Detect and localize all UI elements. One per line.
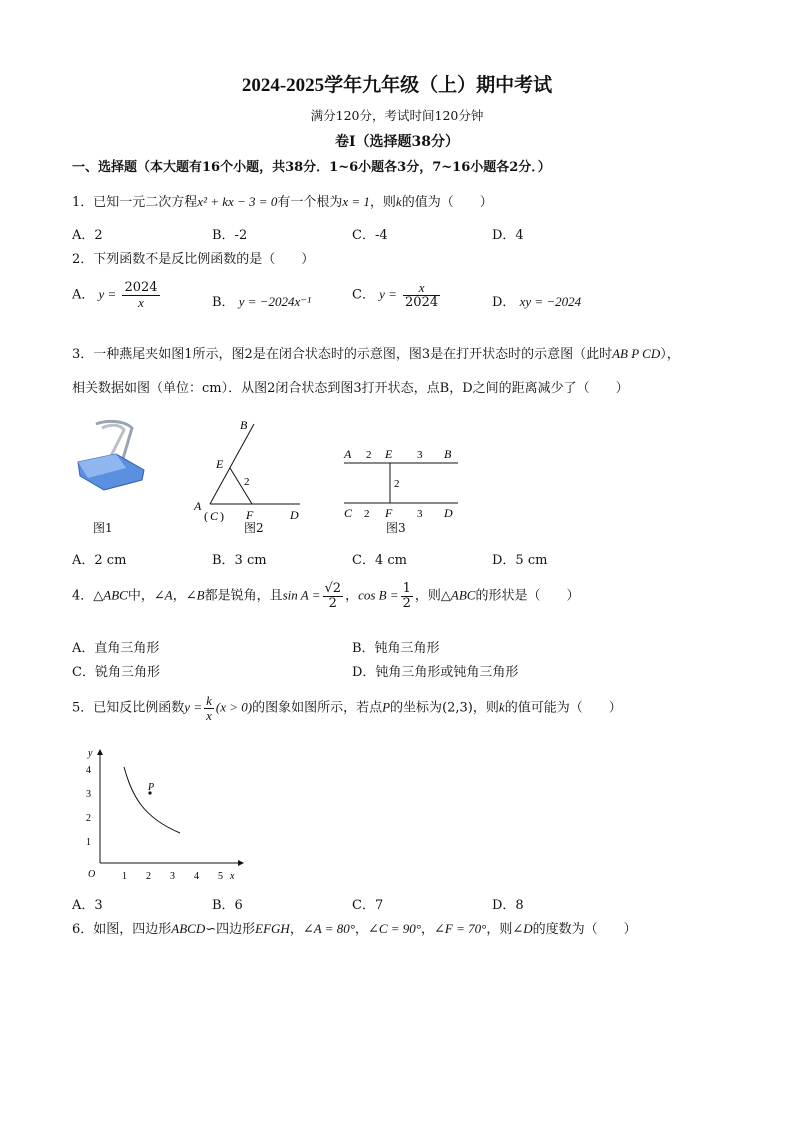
fig3-label-e: E [385, 447, 393, 461]
fig3-caption: 图3 [386, 521, 406, 535]
q2-a-numerator: 2024 [124, 280, 158, 295]
fig3-label-bot-left: 2 [364, 508, 370, 520]
fig3-label-f: F [385, 506, 393, 520]
q5-condition: (x > 0) [215, 699, 253, 715]
q1-equation: x² + kx − 3 = 0 [197, 194, 278, 209]
q4-cos: cos B = [358, 587, 399, 603]
q4-cos-denominator: 2 [402, 595, 411, 611]
q4-t1: 中， [127, 588, 154, 604]
q1-post: ，则 [369, 195, 396, 210]
q4-option-b: B．钝角三角形 [352, 641, 440, 656]
q4-sin: sin A = [282, 587, 321, 603]
fig2-label-f: F [246, 508, 254, 522]
fig2-paren-left: ( [204, 509, 208, 522]
q4-t4: ， [345, 588, 359, 604]
q5-origin: O [88, 869, 96, 880]
q2-num: 2． [72, 252, 94, 267]
fig3-label-top-left: 2 [366, 449, 372, 461]
q5-y-arrow [97, 749, 103, 755]
fig2-label-b: B [240, 418, 248, 432]
q2-c-denominator: 2024 [405, 294, 439, 310]
q6-t3: ， [420, 922, 434, 937]
q6-angle-d: ∠D [512, 921, 533, 936]
question-2 [72, 248, 314, 267]
q2-c-numerator: x [403, 281, 440, 296]
fig1-caption: 图1 [93, 521, 113, 535]
q2-c-fraction [403, 281, 440, 309]
q4-sin-numerator: √2 [324, 581, 342, 596]
q3-option-d: D．5 cm [492, 553, 548, 568]
question-6 [72, 918, 637, 937]
q5-x-tick-1: 1 [122, 871, 127, 882]
q5-y-tick-4: 4 [86, 765, 91, 776]
q4-cos-numerator: 1 [402, 581, 411, 596]
q6-angle-a: ∠A = 80° [302, 921, 355, 936]
q5-numerator: k [206, 693, 212, 708]
q2-a-denominator: x [138, 294, 144, 310]
q3-line1-text: 3．一种燕尾夹如图1所示，图2是在闭合状态时的示意图，图3是在打开状态时的示意图（此时 [72, 347, 613, 362]
q5-option-c: C．7 [352, 898, 384, 913]
q2-option-b [212, 291, 311, 310]
exam-subtitle: 满分120分，考试时间120分钟 [310, 108, 484, 123]
q5-point-p-label: P [148, 782, 155, 793]
question-5 [72, 694, 622, 722]
q6-quad-1: ABCD∽ [171, 921, 217, 936]
q2-option-c [352, 281, 442, 309]
q5-lhs: y = [184, 699, 203, 715]
q5-coord: (2,3) [442, 700, 473, 716]
q5-hyperbola-curve [124, 767, 180, 833]
question-4 [72, 582, 580, 610]
q5-x-tick-2: 2 [146, 871, 151, 882]
q1-option-b: B．-2 [212, 228, 248, 243]
q1-k: k [395, 194, 402, 209]
fig2-caption: 图2 [244, 521, 264, 535]
q4-option-a: A．直角三角形 [72, 641, 160, 656]
q2-d-label: D． [492, 295, 516, 310]
q1-root: x = 1 [342, 194, 370, 209]
q3-line1-math: AB P CD [612, 346, 661, 361]
q5-x-arrow [238, 860, 244, 866]
q6-mid: 四边形 [216, 922, 256, 937]
fig2-label-c: C [210, 509, 219, 522]
fig3-label-mid: 2 [394, 478, 400, 490]
q3-option-b: B．3 cm [212, 553, 267, 568]
q5-option-a: A．3 [72, 898, 103, 913]
q5-y-tick-1: 1 [86, 837, 91, 848]
q3-line1-end: ）， [660, 347, 680, 362]
q4-t3: 都是锐角，且 [204, 588, 283, 604]
q5-k: k [498, 699, 505, 715]
q5-y-label: y [88, 748, 93, 759]
fig2-label-len: 2 [244, 476, 250, 488]
q2-b-label: B． [212, 295, 235, 310]
q5-y-tick-2: 2 [86, 813, 91, 824]
q5-graph [80, 745, 250, 885]
q5-x-tick-5: 5 [218, 871, 223, 882]
q6-pre: 如图，四边形 [93, 922, 172, 937]
q4-angle-b: ∠B [185, 587, 205, 603]
q2-d-expr: xy = −2024 [519, 294, 582, 309]
fig3-label-top-right: 3 [417, 449, 423, 461]
q3-option-c: C．4 cm [352, 553, 407, 568]
q4-t5: ，则 [414, 588, 441, 604]
q1-mid: 有一个根为 [277, 195, 343, 210]
fig3-label-b: B [444, 447, 452, 461]
q1-pre: 已知一元二次方程 [93, 195, 198, 210]
q5-mid: 的图象如图所示，若点 [252, 700, 383, 716]
fig2-label-a: A [194, 499, 202, 513]
question-1 [72, 191, 493, 210]
fig2-label-e: E [216, 457, 224, 471]
fig3-label-a: A [344, 447, 352, 461]
q6-num: 6． [72, 922, 94, 937]
q2-option-d [492, 291, 581, 310]
q4-option-d: D．钝角三角形或钝角三角形 [352, 665, 519, 680]
q5-y-tick-3: 3 [86, 789, 91, 800]
q5-end: 的值可能为（ ） [504, 700, 622, 716]
q4-t6: 的形状是（ ） [475, 588, 580, 604]
fig3-label-d: D [444, 506, 453, 520]
q5-post: ，则 [472, 700, 499, 716]
q2-a-lhs: y = [98, 286, 117, 302]
q4-triangle-2: △ABC [440, 587, 476, 603]
q4-angle-a: ∠A [153, 587, 173, 603]
binder-clip-figure [72, 418, 152, 498]
q4-num: 4． [72, 588, 94, 604]
fig2-closed-diagram [190, 418, 310, 522]
q5-num: 5． [72, 700, 94, 716]
q6-angle-f: ∠F = 70° [434, 921, 487, 936]
q2-a-fraction [122, 281, 159, 309]
q4-t2: ， [172, 588, 186, 604]
q6-quad-2: EFGH [255, 921, 290, 936]
q5-denominator: x [206, 707, 212, 723]
section-heading: 一、选择题（本大题有16个小题，共38分．1~6小题各3分，7~16小题各2分．） [72, 160, 551, 175]
q1-end: 的值为（ ） [401, 195, 493, 210]
q4-option-c: C．锐角三角形 [72, 665, 160, 680]
q6-t4: ，则 [486, 922, 513, 937]
fig2-paren-right: ) [220, 509, 224, 522]
q2-text: 下列函数不是反比例函数的是（ ） [93, 252, 315, 267]
q6-end: 的度数为（ ） [532, 922, 637, 937]
q5-option-d: D．8 [492, 898, 524, 913]
q4-sin-fraction [323, 582, 344, 610]
q6-angle-c: ∠C = 90° [367, 921, 421, 936]
q2-a-label: A． [72, 287, 95, 303]
fig3-label-bot-right: 3 [417, 508, 423, 520]
q1-option-a: A．2 [72, 228, 103, 243]
q6-t2: ， [354, 922, 368, 937]
q3-option-a: A．2 cm [72, 553, 127, 568]
fig3-label-c: C [344, 506, 353, 520]
q5-pre: 已知反比例函数 [93, 700, 185, 716]
q2-b-expr: y = −2024x⁻¹ [238, 294, 312, 309]
q5-mid2: 的坐标为 [390, 700, 443, 716]
question-3-line1 [72, 343, 680, 362]
question-3-line2: 相关数据如图（单位：cm）．从图2闭合状态到图3打开状态，点B，D之间的距离减少了（ ） [72, 381, 629, 396]
fig2-label-d: D [290, 508, 299, 522]
q2-c-lhs: y = [379, 286, 397, 302]
exam-title: 2024-2025学年九年级（上）期中考试 [241, 75, 553, 96]
q5-point: P [382, 699, 391, 715]
q2-option-a [72, 281, 162, 309]
q2-c-label: C． [352, 287, 375, 303]
q4-sin-denominator: 2 [328, 595, 337, 611]
volume-heading: 卷Ⅰ（选择题38分） [334, 134, 460, 150]
q6-t1: ， [289, 922, 303, 937]
q1-num: 1． [72, 195, 94, 210]
q5-option-b: B．6 [212, 898, 243, 913]
q5-x-tick-3: 3 [170, 871, 175, 882]
q1-option-d: D．4 [492, 228, 524, 243]
q4-triangle: △ABC [93, 587, 128, 603]
q5-x-tick-4: 4 [194, 871, 199, 882]
q4-cos-fraction [401, 582, 413, 610]
q5-x-label: x [230, 871, 235, 882]
q5-fraction [204, 694, 214, 722]
fig3-open-diagram [334, 440, 464, 524]
q1-option-c: C．-4 [352, 228, 388, 243]
